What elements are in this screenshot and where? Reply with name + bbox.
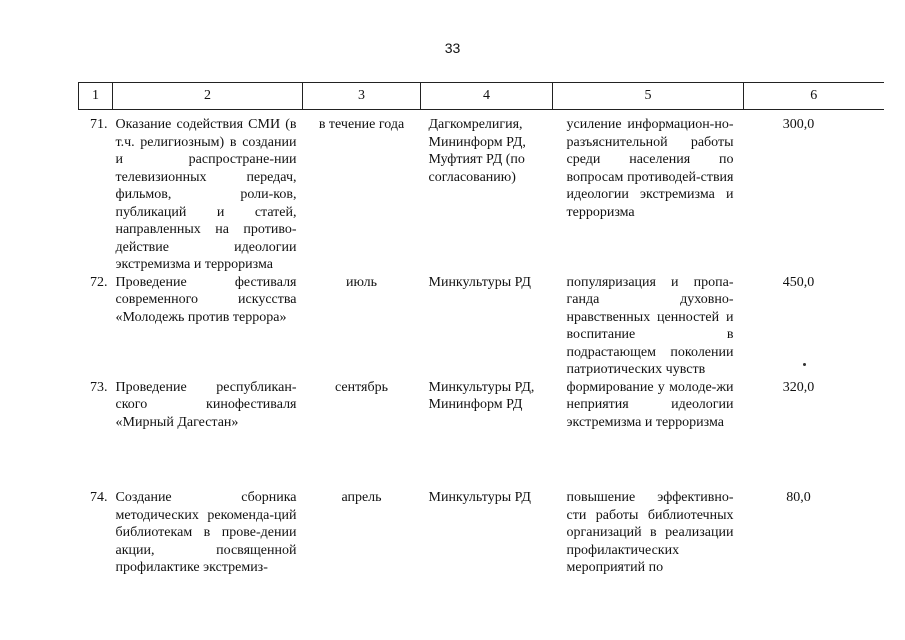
measures-table [78,82,884,577]
event-period: июль [346,274,377,290]
event-period: в течение года [318,117,405,132]
event-result: популяризация и пропа-ганда духовно-нравственных ценностей и воспитание в подрастающем поколении патриотических чувств [566,274,734,377]
row-number: 73. [90,379,108,395]
header-col-3: 3 [303,83,421,110]
event-name: Создание сборника методических рекоменда-ций библиотекам в прове-дении акции, посвященной профилактике экстремиз- [115,490,297,575]
row-number: 72. [90,274,108,290]
header-col-1: 1 [79,83,113,110]
event-name: Оказание содействия СМИ (в т.ч. религиозным) в создании и распростране-нии телевизионных передач, фильмов, роли-ков, публикаций и статей, направленных на противо-действие идеологии экстремизма и терроризма [115,117,297,272]
event-executor: Минкультуры РД, Мининформ РД [428,379,535,412]
header-col-5: 5 [553,83,744,110]
table-header-row [79,83,884,110]
event-period: сентябрь [335,379,388,395]
event-name: Проведение фестиваля современного искусства «Молодежь против террора» [115,274,297,325]
event-name: Проведение республикан-ского кинофестиваля «Мирный Дагестан» [115,379,297,430]
event-result: повышение эффективно-сти работы библиотечных организаций в реализации профилактических мероприятий по [566,490,734,575]
table-row [79,489,884,577]
event-executor: Минкультуры РД [428,490,531,505]
event-executor: Минкультуры РД [428,274,531,290]
header-col-4: 4 [421,83,553,110]
page-number: 33 [444,40,461,56]
scan-speck [803,363,806,366]
header-col-6: 6 [744,83,884,110]
event-period: апрель [341,490,382,505]
row-number: 71. [90,117,108,132]
event-amount: 80,0 [786,490,811,505]
event-executor: Дагкомрелигия, Мининформ РД, Муфтият РД (по согласованию) [428,117,526,185]
event-result: усиление информацион-но-разъяснительной работы среди населения по вопросам противодей-ствия идеологии экстремизма и терроризма [566,117,734,220]
table-row [79,110,884,274]
header-col-2: 2 [113,83,303,110]
row-number: 74. [90,490,108,505]
event-result: формирование у молоде-жи неприятия идеологии экстремизма и терроризма [566,379,734,430]
table-row [79,379,884,432]
event-amount: 450,0 [782,274,815,290]
event-amount: 300,0 [782,117,815,132]
event-amount: 320,0 [782,379,815,395]
table-row [79,274,884,379]
